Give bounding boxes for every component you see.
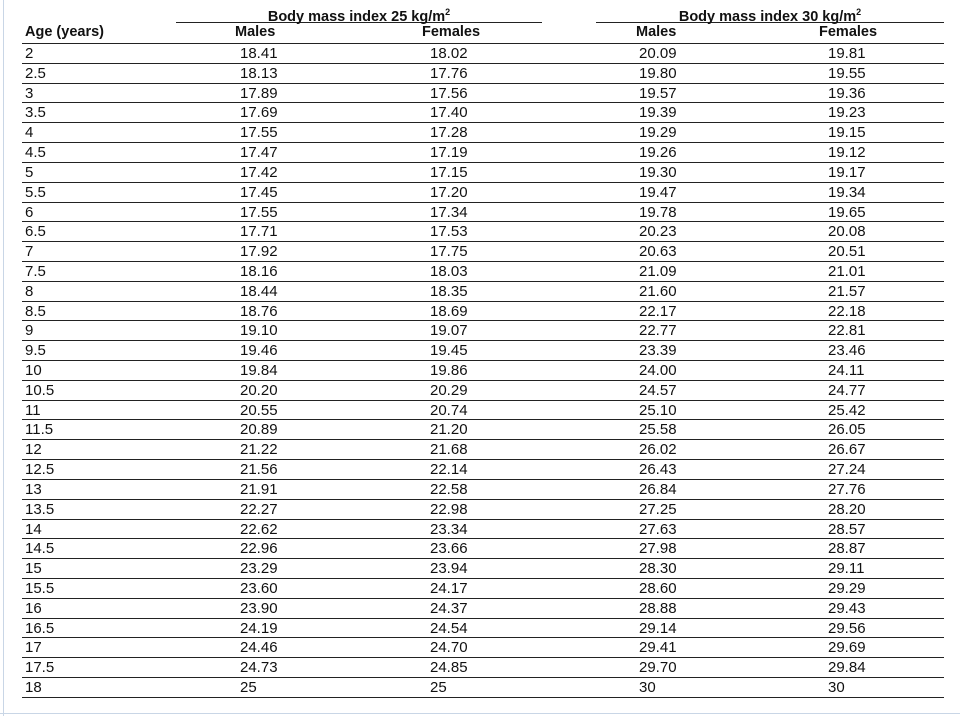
cell-males-bmi30: 30 [639,679,656,696]
cell-males-bmi30: 21.09 [639,262,677,280]
table-row [22,64,944,84]
cell-females-bmi25: 19.07 [430,322,468,340]
cell-males-bmi30: 27.25 [639,500,677,518]
cell-males-bmi30: 20.23 [639,223,677,241]
cell-age: 10 [25,362,42,379]
cell-females-bmi30: 21.01 [828,262,866,280]
cell-females-bmi25: 17.53 [430,223,468,241]
cell-males-bmi30: 24.57 [639,381,677,399]
cell-females-bmi25: 21.20 [430,421,468,439]
cell-males-bmi30: 27.98 [639,540,677,558]
table-row [22,480,944,500]
cell-females-bmi30: 29.56 [828,619,866,637]
cell-males-bmi30: 29.41 [639,639,677,657]
cell-age: 4 [25,124,34,142]
cell-females-bmi30: 19.65 [828,203,866,221]
table-row [22,282,944,302]
frame-left-edge [3,0,4,716]
cell-females-bmi30: 29.69 [828,639,866,657]
cell-age: 12 [25,441,42,459]
cell-age: 14 [25,520,42,538]
cell-females-bmi30: 22.18 [828,302,866,320]
table-row [22,183,944,203]
column-header-females-30: Females [819,24,878,40]
cell-males-bmi25: 23.29 [240,560,278,578]
table-row [22,579,944,599]
cell-females-bmi25: 23.34 [430,520,468,538]
cell-age: 8.5 [25,302,46,320]
cell-age: 17.5 [25,659,55,677]
cell-males-bmi25: 23.60 [240,579,278,597]
cell-males-bmi25: 25 [240,679,257,696]
cell-males-bmi30: 25.10 [639,401,677,419]
table-row [22,262,944,282]
cell-males-bmi30: 19.26 [639,144,677,162]
cell-females-bmi25: 17.40 [430,104,468,122]
cell-females-bmi30: 30 [828,679,845,696]
cell-females-bmi30: 19.15 [828,124,866,142]
cell-males-bmi25: 24.19 [240,619,278,637]
cell-males-bmi25: 19.46 [240,342,278,360]
cell-females-bmi25: 17.15 [430,163,468,181]
cell-males-bmi25: 21.22 [240,441,278,459]
cell-females-bmi25: 17.19 [430,144,468,162]
cell-females-bmi25: 17.75 [430,243,468,261]
cell-age: 3.5 [25,104,46,122]
table-row [22,123,944,143]
cell-females-bmi25: 17.28 [430,124,468,142]
cell-males-bmi25: 18.44 [240,282,278,300]
cell-age: 7.5 [25,262,46,280]
table-row [22,440,944,460]
cell-males-bmi25: 17.45 [240,183,278,201]
cell-females-bmi30: 19.36 [828,84,866,102]
table-row [22,84,944,104]
cell-females-bmi30: 26.05 [828,421,866,439]
cell-females-bmi30: 28.57 [828,520,866,538]
cell-males-bmi30: 19.57 [639,84,677,102]
cell-females-bmi25: 18.02 [430,45,468,62]
cell-males-bmi25: 18.13 [240,64,278,82]
cell-males-bmi25: 21.91 [240,480,278,498]
cell-males-bmi25: 20.55 [240,401,278,419]
cell-males-bmi30: 20.09 [639,45,677,62]
table-row [22,539,944,559]
cell-females-bmi25: 24.70 [430,639,468,657]
cell-males-bmi25: 17.42 [240,163,278,181]
cell-females-bmi30: 29.84 [828,659,866,677]
cell-males-bmi25: 17.69 [240,104,278,122]
cell-males-bmi25: 24.73 [240,659,278,677]
cell-males-bmi25: 17.55 [240,203,278,221]
cell-females-bmi30: 28.20 [828,500,866,518]
cell-females-bmi30: 29.11 [828,560,865,578]
cell-age: 13.5 [25,500,55,518]
cell-age: 13 [25,480,42,498]
cell-females-bmi30: 19.17 [828,163,866,181]
cell-age: 12.5 [25,461,55,479]
cell-age: 9 [25,322,34,340]
cell-females-bmi30: 24.11 [828,362,865,379]
cell-males-bmi30: 29.14 [639,619,677,637]
table-row [22,678,944,698]
table-row [22,203,944,223]
cell-males-bmi25: 18.76 [240,302,278,320]
cell-males-bmi30: 26.43 [639,461,677,479]
cell-males-bmi30: 22.77 [639,322,677,340]
cell-males-bmi30: 19.47 [639,183,677,201]
cell-males-bmi30: 27.63 [639,520,677,538]
cell-males-bmi30: 29.70 [639,659,677,677]
cell-males-bmi25: 22.27 [240,500,278,518]
cell-males-bmi30: 19.78 [639,203,677,221]
cell-age: 10.5 [25,381,55,399]
cell-females-bmi30: 19.55 [828,64,866,82]
cell-males-bmi30: 28.30 [639,560,677,578]
cell-females-bmi30: 19.23 [828,104,866,122]
table-row [22,103,944,123]
table-body [22,44,944,698]
cell-females-bmi25: 17.34 [430,203,468,221]
cell-males-bmi30: 22.17 [639,302,677,320]
cell-males-bmi30: 20.63 [639,243,677,261]
table-row [22,44,944,64]
cell-males-bmi30: 21.60 [639,282,677,300]
cell-age: 15.5 [25,579,55,597]
cell-age: 7 [25,243,34,261]
column-header-row [22,22,944,44]
table-row [22,420,944,440]
group-header-row [22,4,944,25]
cell-males-bmi30: 26.84 [639,480,677,498]
cell-females-bmi25: 24.17 [430,579,468,597]
cell-males-bmi25: 18.16 [240,262,278,280]
cell-males-bmi30: 19.30 [639,163,677,181]
cell-males-bmi25: 20.89 [240,421,278,439]
cell-females-bmi30: 20.51 [828,243,866,261]
cell-females-bmi30: 21.57 [828,282,866,300]
column-header-males-25: Males [235,24,276,40]
cell-males-bmi30: 19.39 [639,104,677,122]
cell-females-bmi30: 22.81 [828,322,866,340]
cell-age: 9.5 [25,342,46,360]
cell-males-bmi30: 28.88 [639,599,677,617]
cell-males-bmi25: 24.46 [240,639,278,657]
cell-females-bmi25: 17.20 [430,183,468,201]
cell-males-bmi25: 20.20 [240,381,278,399]
table-row [22,222,944,242]
group-header-bmi-30: Body mass index 30 $kg/m^2$ [596,4,944,23]
cell-females-bmi25: 22.98 [430,500,468,518]
cell-age: 5 [25,163,34,181]
cell-females-bmi30: 27.76 [828,480,866,498]
cell-males-bmi30: 26.02 [639,441,677,459]
group-header-bmi-25: Body mass index 25 $kg/m^2$ [176,4,542,23]
cell-females-bmi25: 23.94 [430,560,468,578]
cell-females-bmi30: 28.87 [828,540,866,558]
cell-age: 2.5 [25,64,46,82]
cell-age: 17 [25,639,42,657]
cell-age: 2 [25,45,34,62]
cell-age: 15 [25,560,42,578]
cell-males-bmi25: 21.56 [240,461,278,479]
cell-age: 6.5 [25,223,46,241]
cell-age: 16 [25,599,42,617]
cell-age: 3 [25,84,34,102]
cell-females-bmi25: 17.56 [430,84,468,102]
cell-age: 16.5 [25,619,55,637]
column-header-age: Age (years) [25,24,104,40]
cell-females-bmi30: 19.81 [828,45,866,62]
bmi-cutoff-table [22,4,944,698]
table-row [22,638,944,658]
cell-males-bmi30: 19.29 [639,124,677,142]
cell-males-bmi25: 22.96 [240,540,278,558]
cell-females-bmi25: 18.35 [430,282,468,300]
cell-males-bmi25: 17.92 [240,243,278,261]
table-row [22,500,944,520]
cell-females-bmi30: 19.12 [828,144,866,162]
table-row [22,619,944,639]
cell-females-bmi25: 24.54 [430,619,468,637]
cell-females-bmi25: 24.85 [430,659,468,677]
table-row [22,460,944,480]
cell-males-bmi25: 17.47 [240,144,278,162]
table-row [22,599,944,619]
column-header-males-30: Males [636,24,677,40]
cell-age: 8 [25,282,34,300]
cell-males-bmi30: 24.00 [639,362,677,379]
cell-age: 5.5 [25,183,46,201]
cell-females-bmi25: 18.69 [430,302,468,320]
cell-males-bmi25: 17.89 [240,84,278,102]
cell-females-bmi25: 22.58 [430,480,468,498]
cell-females-bmi30: 26.67 [828,441,866,459]
cell-females-bmi25: 17.76 [430,64,468,82]
cell-age: 14.5 [25,540,55,558]
cell-females-bmi25: 18.03 [430,262,468,280]
cell-females-bmi25: 24.37 [430,599,468,617]
cell-females-bmi30: 20.08 [828,223,866,241]
cell-females-bmi25: 21.68 [430,441,468,459]
cell-age: 11.5 [25,421,54,439]
table-row [22,559,944,579]
cell-males-bmi30: 19.80 [639,64,677,82]
cell-females-bmi25: 19.86 [430,362,468,379]
cell-females-bmi25: 25 [430,679,447,696]
cell-age: 6 [25,203,34,221]
table-row [22,401,944,421]
cell-females-bmi25: 22.14 [430,461,468,479]
cell-females-bmi25: 20.29 [430,381,468,399]
table-row [22,658,944,678]
table-row [22,520,944,540]
cell-females-bmi30: 29.29 [828,579,866,597]
table-row [22,361,944,381]
cell-females-bmi30: 25.42 [828,401,866,419]
cell-males-bmi25: 19.10 [240,322,278,340]
frame-bottom-edge [0,713,960,714]
cell-females-bmi30: 29.43 [828,599,866,617]
cell-females-bmi30: 23.46 [828,342,866,360]
table-row [22,242,944,262]
cell-males-bmi30: 25.58 [639,421,677,439]
cell-females-bmi25: 23.66 [430,540,468,558]
cell-age: 11 [25,401,41,419]
table-row [22,321,944,341]
cell-age: 18 [25,679,42,696]
cell-age: 4.5 [25,144,46,162]
column-header-females-25: Females [422,24,481,40]
cell-females-bmi30: 27.24 [828,461,866,479]
table-row [22,143,944,163]
cell-males-bmi30: 28.60 [639,579,677,597]
table-row [22,163,944,183]
cell-males-bmi25: 17.71 [240,223,278,241]
cell-males-bmi25: 18.41 [240,45,278,62]
cell-males-bmi25: 19.84 [240,362,278,379]
cell-males-bmi25: 17.55 [240,124,278,142]
cell-males-bmi25: 22.62 [240,520,278,538]
table-row [22,341,944,361]
table-row [22,381,944,401]
cell-females-bmi30: 19.34 [828,183,866,201]
cell-females-bmi25: 20.74 [430,401,468,419]
cell-males-bmi30: 23.39 [639,342,677,360]
cell-females-bmi30: 24.77 [828,381,866,399]
cell-males-bmi25: 23.90 [240,599,278,617]
table-row [22,302,944,322]
cell-females-bmi25: 19.45 [430,342,468,360]
